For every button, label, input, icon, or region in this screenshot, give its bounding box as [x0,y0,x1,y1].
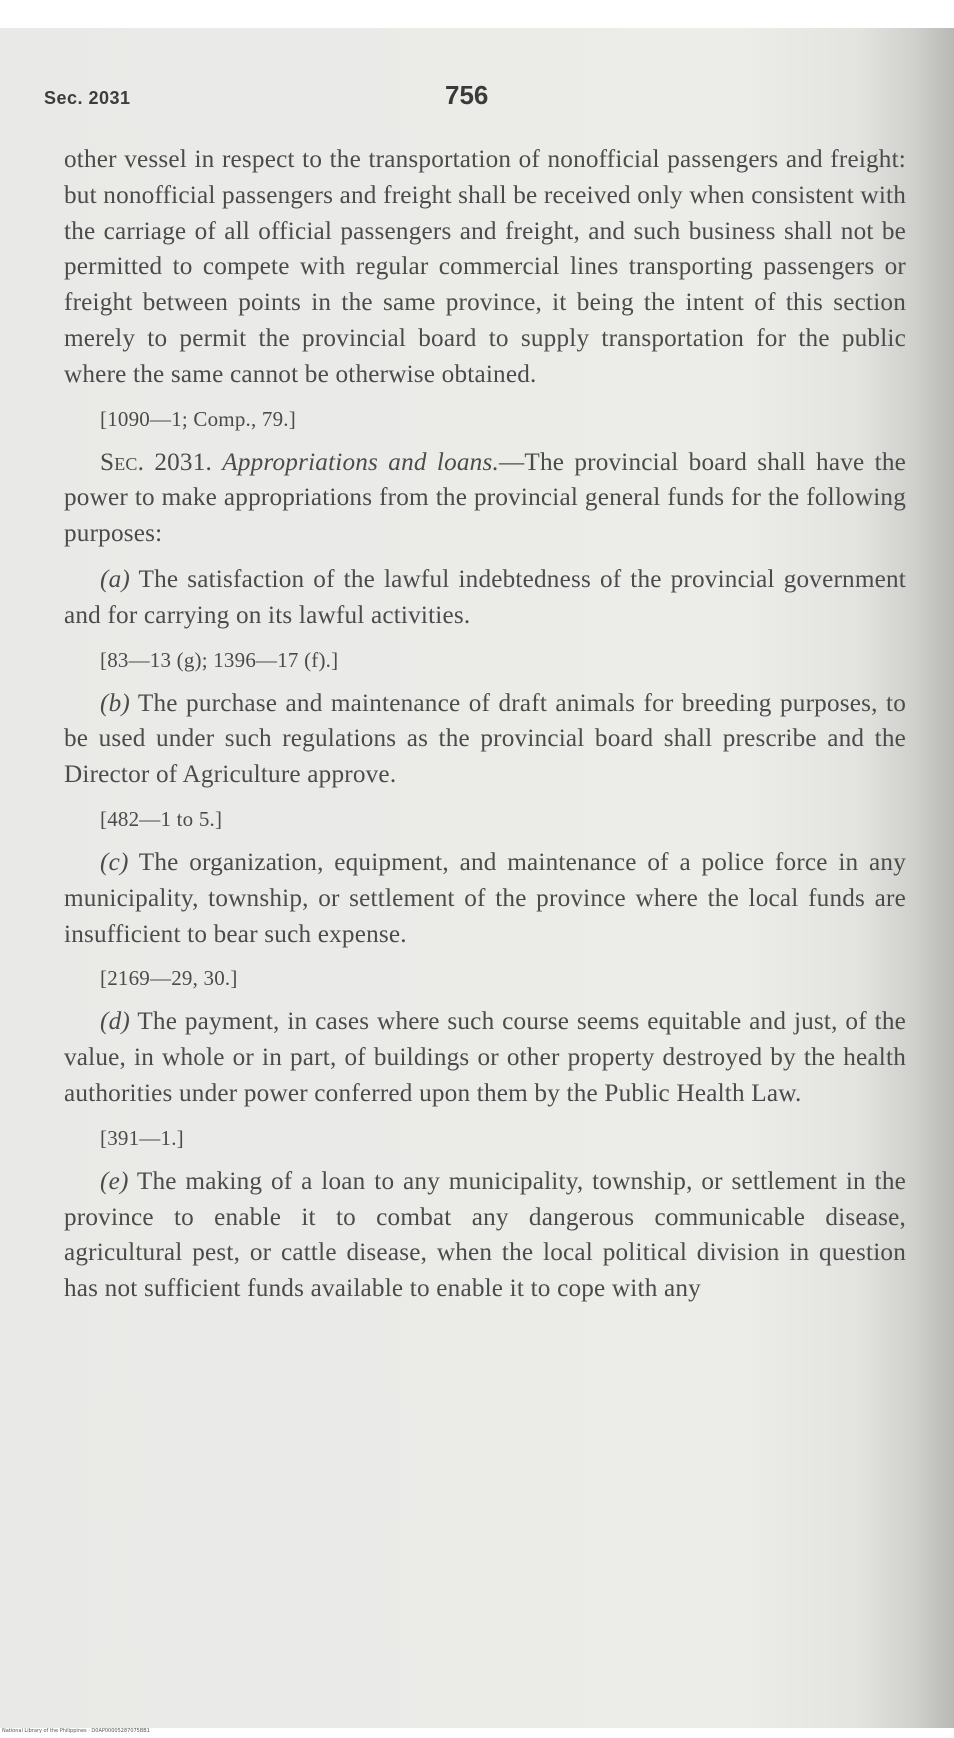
page-number: 756 [445,80,489,110]
paragraph-text: The payment, in cases where such course seems equitable and just, of the value, in whole or in part, of buildings or other property destroyed by the health authorities under power conferred upon them by the Public Health Law. [64,1008,906,1107]
section-title: Appropriations and loans. [222,448,499,476]
citation [100,962,906,994]
citation [100,803,906,835]
section-number: Sec. 2031. [100,448,213,476]
citation-text: [482—1 to 5.] [100,806,223,831]
paragraph-text: other vessel in respect to the transportation of nonofficial passengers and freight: but nonofficial passengers and freight shall be received only when consistent with the carriage of all official passengers and freight, and such business shall not be permitted to compete with regular commercial lines transporting passengers or freight between points in the same province, it being the intent of this section merely to permit the provincial board to supply transportation for the public where the same cannot be otherwise obtained. [64,146,907,388]
paragraph-text: —The provincial board shall have the power to make appropriations from the provincial general funds for the following purposes: [64,448,906,548]
clause-e [64,1164,906,1307]
citation [100,403,906,435]
body-text [64,142,906,1307]
citation-text: [2169—29, 30.] [100,966,238,991]
page-header [0,80,954,118]
clause-letter: (a) [100,565,130,593]
clause-d [64,1004,906,1111]
citation [100,644,906,676]
scan-footer-note: National Library of the Philippines · D0AP00005287075BB1 [2,1728,150,1734]
clause-letter: (b) [100,689,130,717]
clause-b [64,686,906,793]
citation-text: [83—13 (g); 1396—17 (f).] [100,647,339,672]
section-paragraph [64,445,906,552]
clause-letter: (e) [100,1167,129,1195]
clause-letter: (d) [100,1008,130,1036]
clause-c [64,845,906,952]
paragraph-text: The organization, equipment, and maintenance of a police force in any municipality, township, or settlement of the province where the local funds are insufficient to bear such expense. [64,848,906,948]
paragraph-text: The making of a loan to any municipality, township, or settlement in the province to enable it to combat any dangerous communicable disease, agricultural pest, or cattle disease, when the local political division in question has not sufficient funds available to enable it to cope with any [64,1167,906,1303]
running-head-section: Sec. 2031 [44,88,131,108]
citation [100,1122,906,1154]
citation-text: [1090—1; Comp., 79.] [100,406,296,431]
paragraph-text: The purchase and maintenance of draft animals for breeding purposes, to be used under such regulations as the provincial board shall prescribe and the Director of Agriculture approve. [64,689,906,789]
paragraph-text: The satisfaction of the lawful indebtedness of the provincial government and for carrying on its lawful activities. [64,565,906,629]
citation-text: [391—1.] [100,1125,184,1150]
clause-a [64,562,906,634]
continuation-paragraph [64,142,906,393]
clause-letter: (c) [100,848,129,876]
